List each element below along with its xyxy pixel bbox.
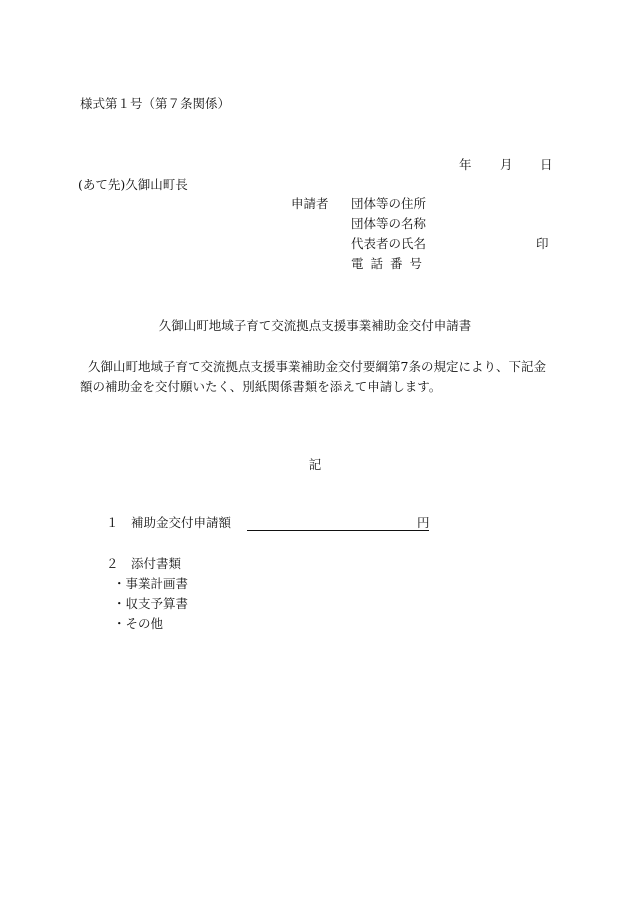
date-day-label: 日 [540,157,553,172]
date-month-label: 月 [500,157,513,172]
date-year-label: 年 [459,157,472,172]
applicant-organization-name-field: 団体等の名称 [351,216,427,231]
yen-unit: 円 [417,515,430,530]
ki-heading: 記 [308,457,322,472]
addressee: (あて先)久御山町長 [78,177,188,192]
seal-mark: 印 [536,236,549,251]
attachment-item: ・その他 [113,616,164,631]
item-application-amount-label: １ 補助金交付申請額 [106,515,232,530]
form-number-label: 様式第１号（第７条関係） [80,96,231,111]
applicant-label: 申請者 [291,196,329,211]
phone-number-field: 電話番号 [351,256,430,271]
attachment-item: ・事業計画書 [113,576,189,591]
item-attachments-label: ２ 添付書類 [106,556,182,571]
amount-blank-line [247,530,429,531]
body-text: 久御山町地域子育て交流拠点支援事業補助金交付要綱第7条の規定により、下記金額の補助金を交付願いたく、別紙関係書類を添えて申請します。 [80,359,546,394]
representative-name-field: 代表者の氏名 [351,236,427,251]
attachment-item: ・収支予算書 [113,596,189,611]
document-title: 久御山町地域子育て交流拠点支援事業補助金交付申請書 [158,318,472,333]
applicant-address-field: 団体等の住所 [351,196,427,211]
